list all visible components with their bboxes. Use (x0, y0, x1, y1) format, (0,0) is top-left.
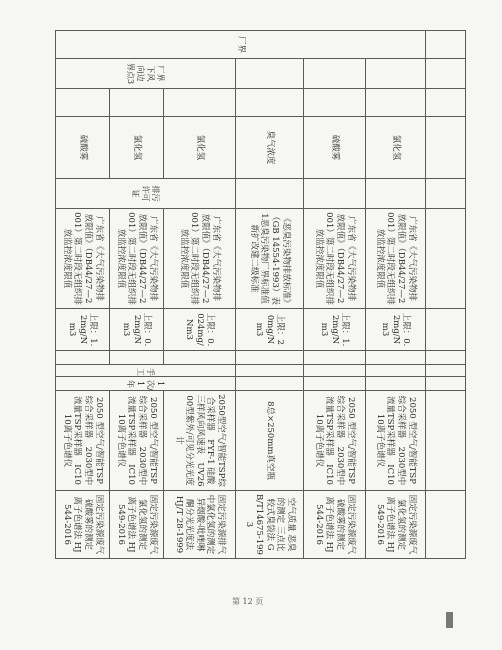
table-row (304, 31, 366, 559)
manual-cell: 手工 (56, 365, 236, 377)
limit-cell: 上限：20mg/Nm3 (236, 309, 304, 351)
pollutant-cell: 氯化氢 (366, 117, 426, 179)
equipment-cell: 2050 型空气/智能TSP综合采样器 2030型中流量TSP采样器 IC1010离子色谱仪 (110, 391, 164, 491)
equipment-cell: 2050 型空气/智能TSP综合采样器 2030型中流量TSP采样器 IC1010离子色谱仪 (366, 391, 426, 491)
table-header-row (426, 31, 466, 559)
limit-cell: 上限：0.2mg/Nm3 (110, 309, 164, 351)
pollutant-cell: 氯化氢 (164, 117, 236, 179)
table-row (236, 31, 304, 559)
pollutant-cell: 臭气浓度 (236, 117, 304, 179)
equipment-cell: 2050型空气/智能TSP综合采样器 FYF-1 硅酸三样风向风速表 UV2600型紫外/可见分光光度计 (164, 391, 236, 491)
standard-cell: 广东省《大气污染物排放限值》（DB44/27—2001）第二时段无组织排放监控浓度限值 (366, 209, 426, 309)
method-cell: 固定污染源废气硫酸雾的测定 离子色谱法 HJ544-2016 (304, 491, 366, 559)
page-number: 第 12 页 (232, 597, 264, 606)
equipment-cell: 2050 型空气/智能TSP综合采样器 2030型中流量TSP采样器 IC1010离子色谱仪 (56, 391, 110, 491)
frequency-cell: 1次/1年 (56, 377, 236, 391)
method-cell: 固定污染源排气中氯化氢的测定 异烟酸-吡唑啉酮分光光度法 HJ/T 28-1999 (164, 491, 236, 559)
method-cell: 固定污染源废气硫酸雾的测定 离子色谱法 HJ544-2016 (56, 491, 110, 559)
equipment-cell: 2050 型空气/智能TSP综合采样器 2030型中流量TSP采样器 IC1010离子色谱仪 (304, 391, 366, 491)
rotated-table-stage (56, 30, 466, 558)
method-cell: 固定污染源废气氯化氢的测定 离子色谱法 HJ549-2016 (110, 491, 164, 559)
standard-cell: 广东省《大气污染物排放限值》（DB44/27—2001）第二时段无组织排放监控浓度限值 (110, 209, 164, 309)
table-row (366, 31, 426, 559)
limit-cell: 上限：0.2mg/Nm3 (366, 309, 426, 351)
method-cell: 固定污染源废气氯化氢的测定 离子色谱法 HJ549-2016 (366, 491, 426, 559)
equipment-cell: 8总×250mm真空瓶 (236, 391, 304, 491)
facility-cell: 厂界 (56, 31, 426, 59)
monitoring-table (55, 30, 466, 559)
scan-mark (446, 612, 453, 628)
limit-cell: 上限：1.2mg/Nm3 (56, 309, 110, 351)
standard-cell: 广东省《大气污染物排放限值》（DB44/27—2001）第二时段无组织排放监控浓度限值 (164, 209, 236, 309)
monitoring-point-cell: 厂界下风向边界点3 (56, 59, 236, 89)
table-row (164, 31, 236, 559)
pollutant-cell: 硫酸雾 (304, 117, 366, 179)
limit-cell: 上限：0.024mg/Nm3 (164, 309, 236, 351)
standard-cell: 广东省《大气污染物排放限值》（DB44/27—2001）第二时段无组织排放监控浓度限值 (56, 209, 110, 309)
permit-cell: 排污许可证 (56, 179, 236, 209)
method-cell: 空气质量 恶臭的测定 三点比较式臭袋法 GB/T14675-1993 (236, 491, 304, 559)
standard-cell: 《恶臭污染物排放标准》（GB 14554-1993）表1恶臭污染物厂界标准值新扩改建二级标准 (236, 209, 304, 309)
pollutant-cell: 氯化氢 (110, 117, 164, 179)
table-row (56, 31, 110, 559)
table-row (110, 31, 164, 559)
pollutant-cell: 硫酸雾 (56, 117, 110, 179)
standard-cell: 广东省《大气污染物排放限值》（DB44/27—2001）第二时段无组织排放监控浓度限值 (304, 209, 366, 309)
limit-cell: 上限：1.2mg/Nm3 (304, 309, 366, 351)
